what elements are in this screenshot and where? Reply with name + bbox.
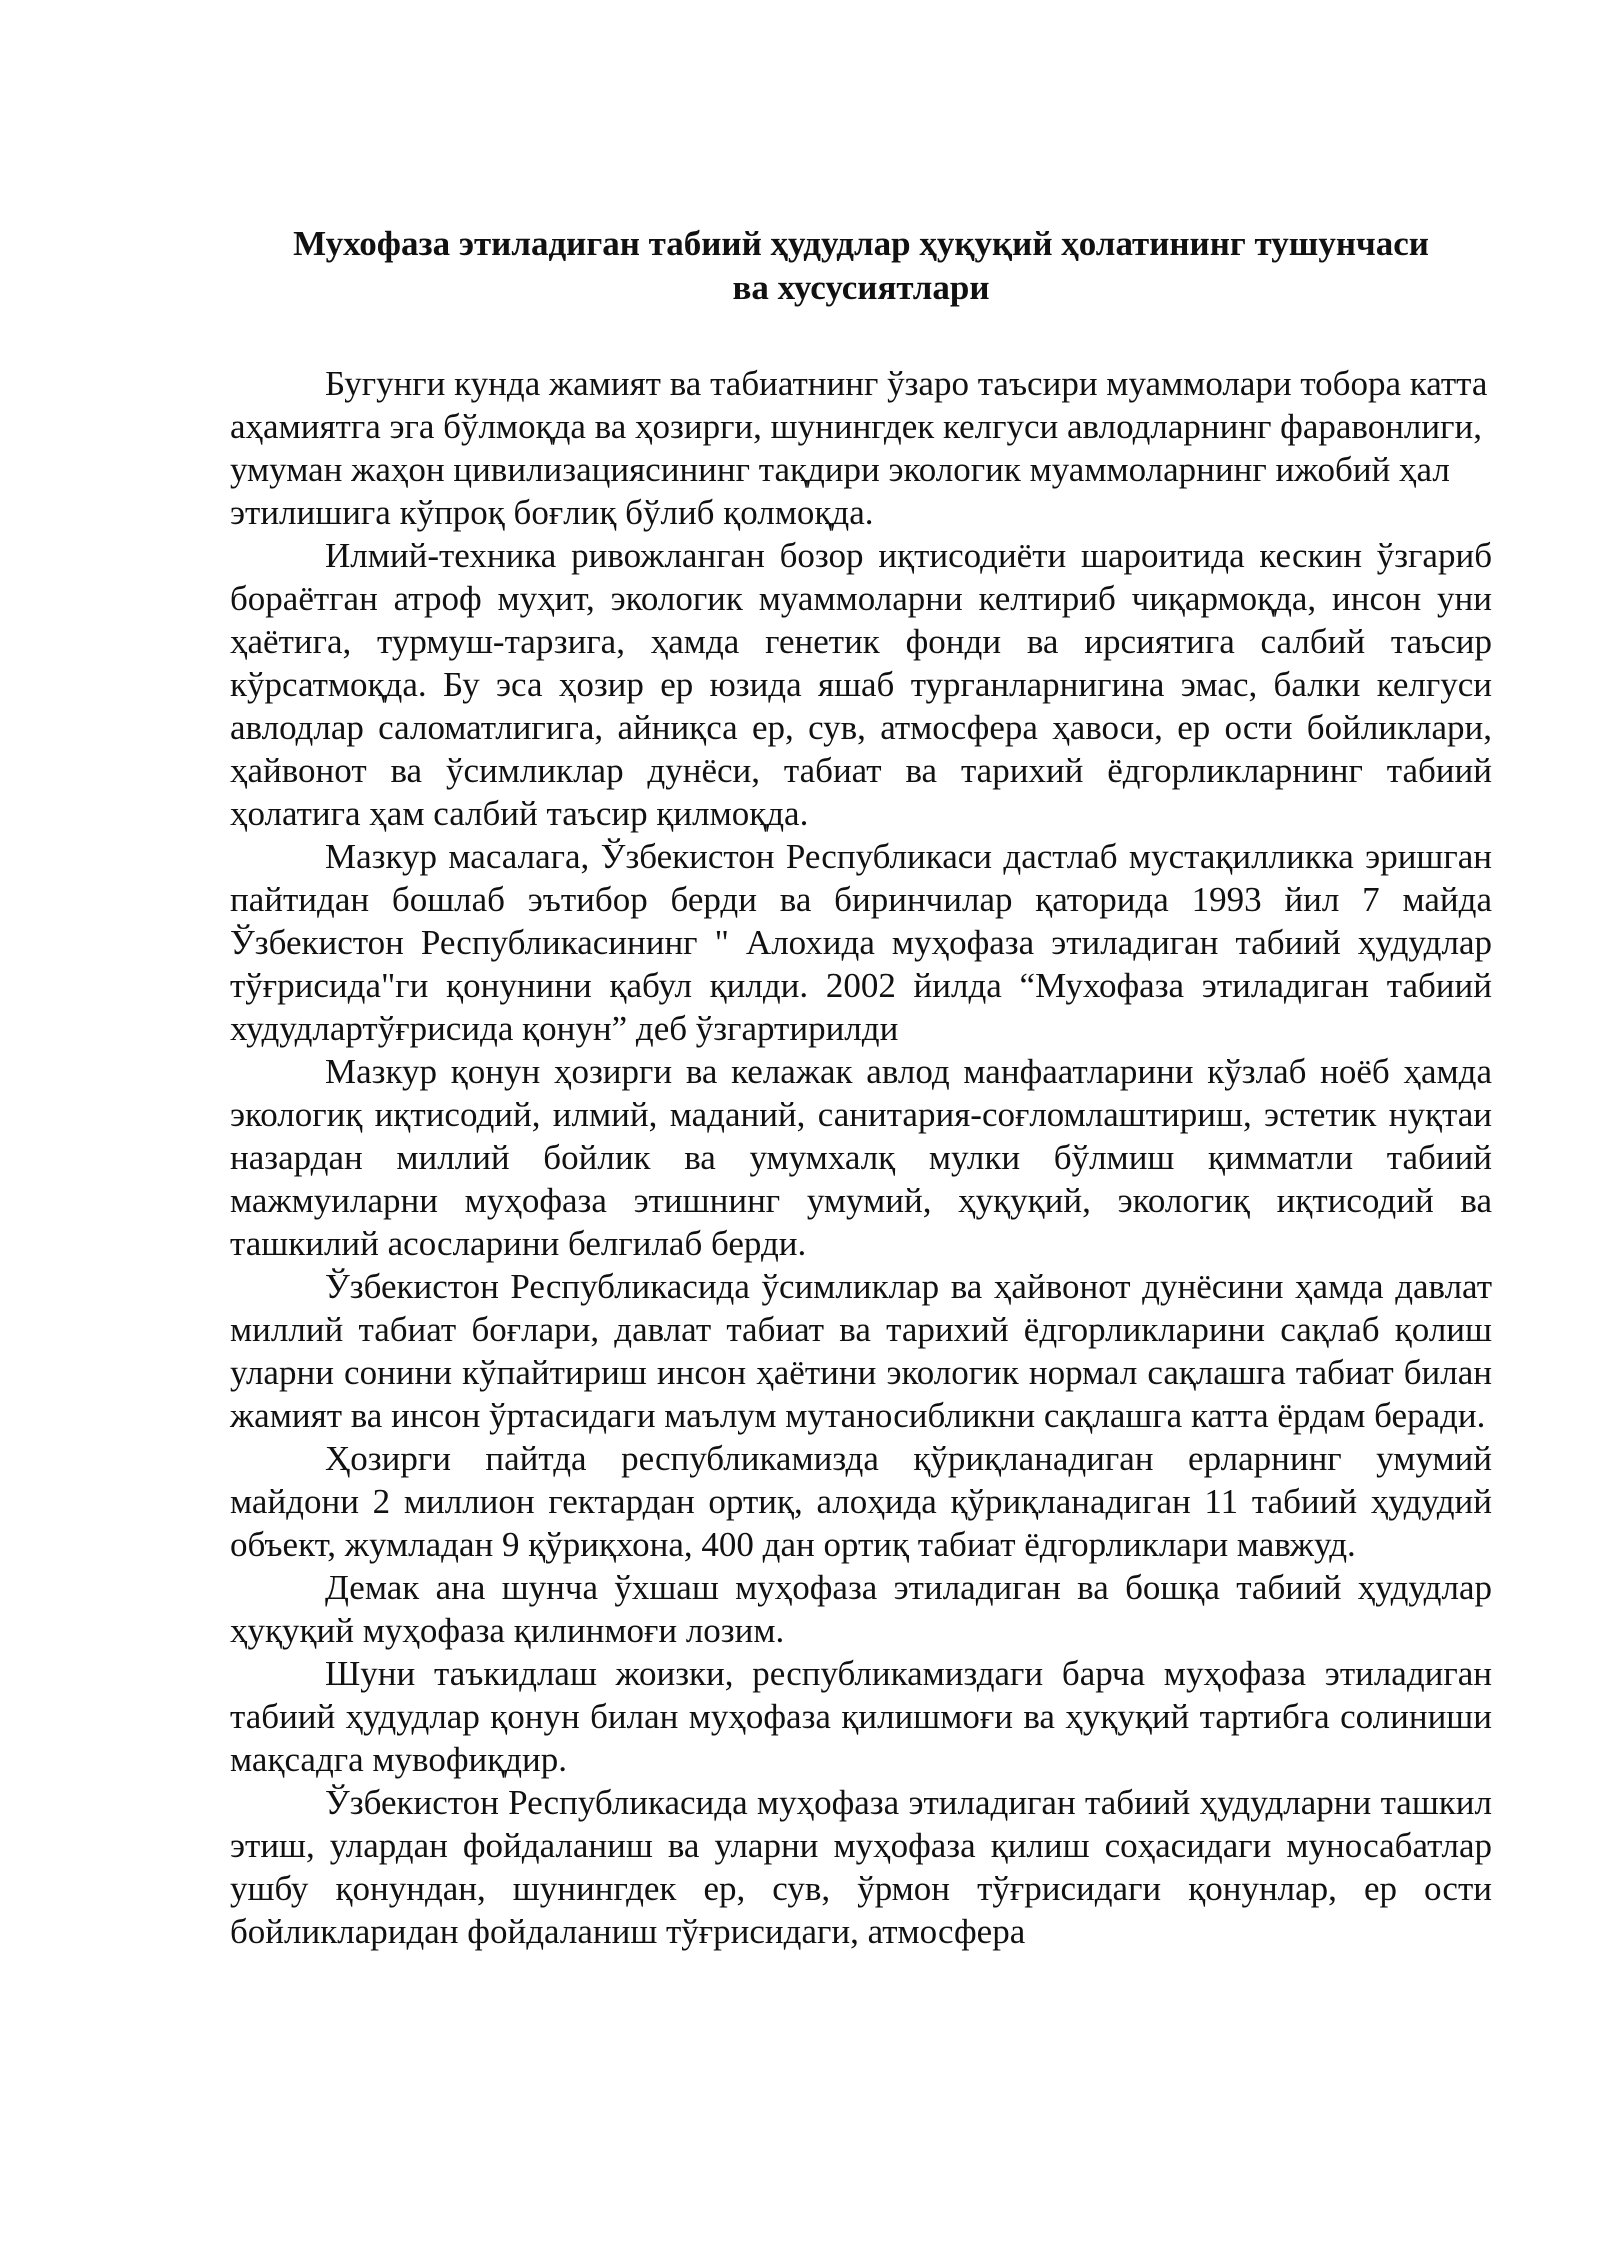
title-line-2: ва хусусиятлари	[732, 268, 990, 307]
paragraph-9: Ўзбекистон Республикасида муҳофаза этиладиган табиий ҳудудларни ташкил этиш, улардан фойдаланиш ва уларни муҳофаза қилиш соҳасидаги муносабатлар ушбу қонундан, шунингдек ер, сув, ўрмон тўғрисидаги қонунлар, ер ости бойликларидан фойдаланиш тўғрисидаги, атмосфера	[230, 1783, 1492, 1951]
document-title	[230, 222, 1492, 310]
paragraph-1: Бугунги кунда жамият ва табиатнинг ўзаро таъсири муаммолари тобора катта аҳамиятга эга бўлмоқда ва ҳозирги, шунингдек келгуси авлодларнинг фаравонлиги, умуман жаҳон цивилизациясининг тақдири экологик муаммоларнинг ижобий ҳал этилишига кўпроқ боғлиқ бўлиб қолмоқда.	[230, 364, 1488, 532]
paragraph-8: Шуни таъкидлаш жоизки, республикамиздаги барча муҳофаза этиладиган табиий ҳудудлар қонун билан муҳофаза қилишмоғи ва ҳуқуқий тартибга солиниши мақсадга мувофиқдир.	[230, 1654, 1492, 1779]
paragraph-6: Ҳозирги пайтда республикамизда қўриқланадиган ерларнинг умумий майдони 2 миллион гектардан ортиқ, алоҳида қўриқланадиган 11 табиий ҳудудий объект, жумладан 9 қўриқхона, 400 дан ортиқ табиат ёдгорликлари мавжуд.	[230, 1439, 1492, 1564]
paragraph-4: Мазкур қонун ҳозирги ва келажак авлод манфаатларини кўзлаб ноёб ҳамда экологиқ иқтисодий, илмий, маданий, санитария-соғломлаштириш, эстетик нуқтаи назардан миллий бойлик ва умумхалқ мулки бўлмиш қимматли табиий мажмуиларни муҳофаза этишнинг умумий, ҳуқуқий, экологиқ иқтисодий ва ташкилий асосларини белгилаб берди.	[230, 1052, 1492, 1263]
document-body	[230, 362, 1492, 1953]
title-line-1: Мухофаза этиладиган табиий ҳудудлар ҳуқуқий ҳолатининг тушунчаси	[293, 224, 1429, 263]
paragraph-2: Илмий-техника ривожланган бозор иқтисодиёти шароитида кескин ўзгариб бораётган атроф муҳит, экологик муаммоларни келтириб чиқармоқда, инсон уни ҳаётига, турмуш-тарзига, ҳамда генетик фонди ва ирсиятига салбий таъсир кўрсатмоқда. Бу эса ҳозир ер юзида яшаб турганларнигина эмас, балки келгуси авлодлар саломатлигига, айниқса ер, сув, атмосфера ҳавоси, ер ости бойликлари, ҳайвонот ва ўсимликлар дунёси, табиат ва тарихий ёдгорликларнинг табиий ҳолатига ҳам салбий таъсир қилмоқда.	[230, 536, 1492, 833]
document-content	[230, 222, 1492, 1953]
paragraph-5: Ўзбекистон Республикасида ўсимликлар ва ҳайвонот дунёсини ҳамда давлат миллий табиат боғлари, давлат табиат ва тарихий ёдгорликларини сақлаб қолиш уларни сонини кўпайтириш инсон ҳаётини экологик нормал сақлашга табиат билан жамият ва инсон ўртасидаги маълум мутаносибликни сақлашга катта ёрдам беради.	[230, 1267, 1492, 1435]
paragraph-7: Демак ана шунча ўхшаш муҳофаза этиладиган ва бошқа табиий ҳудудлар ҳуқуқий муҳофаза қилинмоғи лозим.	[230, 1568, 1492, 1650]
paragraph-3: Мазкур масалага, Ўзбекистон Республикаси дастлаб мустақилликка эришган пайтидан бошлаб эътибор берди ва биринчилар қаторида 1993 йил 7 майда Ўзбекистон Республикасининг " Алохида муҳофаза этиладиган табиий ҳудудлар тўғрисида"ги қонунини қабул қилди. 2002 йилда “Мухофаза этиладиган табиий худудлартўғрисида қонун” деб ўзгартирилди	[230, 837, 1492, 1048]
